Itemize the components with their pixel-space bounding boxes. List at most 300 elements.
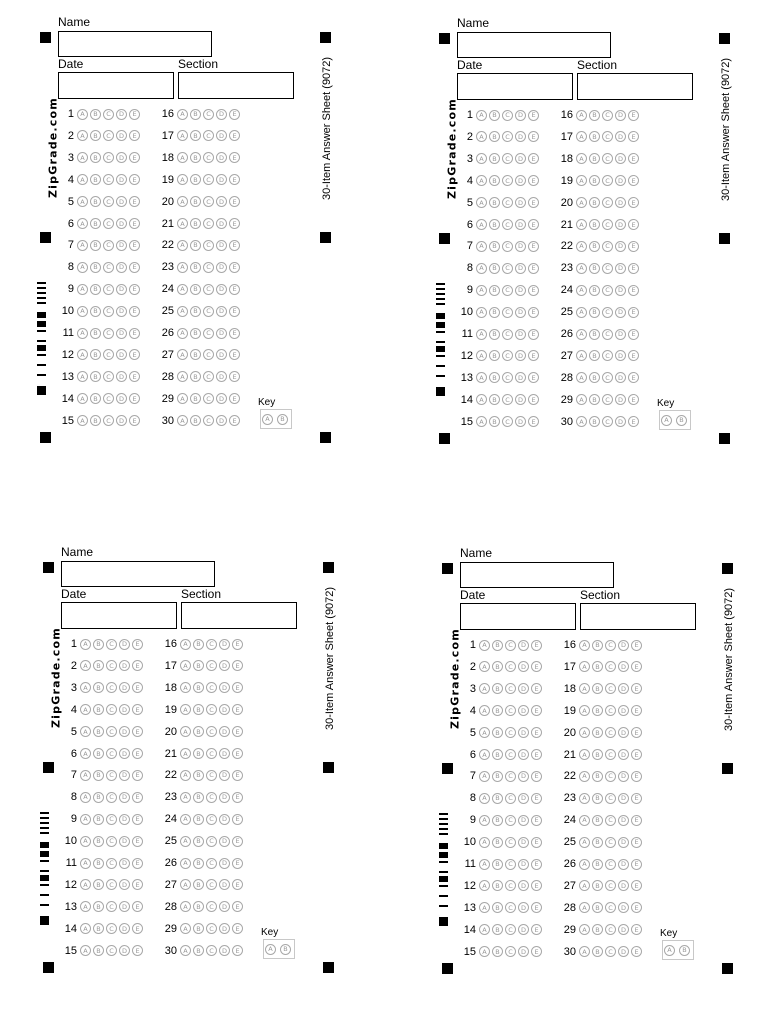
answer-bubble[interactable]: B bbox=[190, 371, 201, 382]
answer-bubble[interactable]: E bbox=[229, 306, 240, 317]
key-bubble[interactable]: B bbox=[280, 944, 291, 955]
answer-bubble[interactable]: B bbox=[489, 307, 500, 318]
answer-bubble[interactable]: B bbox=[90, 218, 101, 229]
answer-bubble[interactable]: B bbox=[90, 152, 101, 163]
answer-bubble[interactable]: B bbox=[589, 394, 600, 405]
answer-bubble[interactable]: A bbox=[80, 770, 91, 781]
answer-bubble[interactable]: D bbox=[615, 175, 626, 186]
answer-bubble[interactable]: D bbox=[618, 683, 629, 694]
answer-bubble[interactable]: D bbox=[216, 328, 227, 339]
answer-bubble[interactable]: B bbox=[489, 372, 500, 383]
answer-bubble[interactable]: A bbox=[80, 639, 91, 650]
answer-bubble[interactable]: D bbox=[515, 241, 526, 252]
answer-bubble[interactable]: A bbox=[576, 394, 587, 405]
answer-bubble[interactable]: A bbox=[579, 902, 590, 913]
answer-bubble[interactable]: B bbox=[190, 196, 201, 207]
answer-bubble[interactable]: A bbox=[479, 683, 490, 694]
answer-bubble[interactable]: A bbox=[80, 704, 91, 715]
answer-bubble[interactable]: D bbox=[216, 196, 227, 207]
answer-bubble[interactable]: D bbox=[515, 394, 526, 405]
answer-bubble[interactable]: E bbox=[531, 859, 542, 870]
answer-bubble[interactable]: A bbox=[177, 130, 188, 141]
answer-bubble[interactable]: D bbox=[615, 153, 626, 164]
answer-bubble[interactable]: C bbox=[505, 837, 516, 848]
answer-bubble[interactable]: C bbox=[605, 727, 616, 738]
answer-bubble[interactable]: E bbox=[628, 263, 639, 274]
answer-bubble[interactable]: E bbox=[528, 285, 539, 296]
answer-bubble[interactable]: E bbox=[628, 175, 639, 186]
answer-bubble[interactable]: B bbox=[90, 284, 101, 295]
answer-bubble[interactable]: A bbox=[180, 726, 191, 737]
answer-bubble[interactable]: B bbox=[193, 704, 204, 715]
answer-bubble[interactable]: D bbox=[518, 859, 529, 870]
answer-bubble[interactable]: E bbox=[531, 640, 542, 651]
answer-bubble[interactable]: A bbox=[180, 814, 191, 825]
answer-bubble[interactable]: E bbox=[232, 901, 243, 912]
answer-bubble[interactable]: E bbox=[229, 371, 240, 382]
answer-bubble[interactable]: B bbox=[489, 175, 500, 186]
answer-bubble[interactable]: A bbox=[80, 923, 91, 934]
answer-bubble[interactable]: B bbox=[93, 770, 104, 781]
answer-bubble[interactable]: A bbox=[579, 793, 590, 804]
answer-bubble[interactable]: E bbox=[132, 814, 143, 825]
answer-bubble[interactable]: C bbox=[502, 416, 513, 427]
answer-bubble[interactable]: D bbox=[515, 285, 526, 296]
answer-bubble[interactable]: B bbox=[592, 640, 603, 651]
answer-bubble[interactable]: C bbox=[206, 770, 217, 781]
answer-bubble[interactable]: A bbox=[579, 749, 590, 760]
answer-bubble[interactable]: A bbox=[479, 902, 490, 913]
answer-bubble[interactable]: D bbox=[216, 262, 227, 273]
answer-bubble[interactable]: B bbox=[190, 174, 201, 185]
answer-bubble[interactable]: B bbox=[193, 792, 204, 803]
key-bubble[interactable]: A bbox=[661, 415, 672, 426]
answer-bubble[interactable]: A bbox=[479, 946, 490, 957]
answer-bubble[interactable]: E bbox=[229, 196, 240, 207]
answer-bubble[interactable]: D bbox=[515, 153, 526, 164]
answer-bubble[interactable]: B bbox=[492, 771, 503, 782]
answer-bubble[interactable]: A bbox=[476, 175, 487, 186]
answer-bubble[interactable]: D bbox=[116, 328, 127, 339]
answer-bubble[interactable]: E bbox=[132, 792, 143, 803]
answer-bubble[interactable]: B bbox=[592, 815, 603, 826]
answer-bubble[interactable]: D bbox=[515, 175, 526, 186]
answer-bubble[interactable]: A bbox=[177, 306, 188, 317]
answer-bubble[interactable]: A bbox=[180, 923, 191, 934]
answer-bubble[interactable]: D bbox=[219, 748, 230, 759]
answer-bubble[interactable]: B bbox=[592, 946, 603, 957]
answer-bubble[interactable]: D bbox=[116, 130, 127, 141]
answer-bubble[interactable]: C bbox=[502, 350, 513, 361]
answer-bubble[interactable]: A bbox=[177, 328, 188, 339]
answer-bubble[interactable]: C bbox=[206, 945, 217, 956]
answer-bubble[interactable]: B bbox=[492, 749, 503, 760]
answer-bubble[interactable]: E bbox=[531, 683, 542, 694]
answer-bubble[interactable]: C bbox=[602, 219, 613, 230]
answer-bubble[interactable]: E bbox=[129, 240, 140, 251]
answer-bubble[interactable]: B bbox=[492, 683, 503, 694]
answer-bubble[interactable]: C bbox=[203, 174, 214, 185]
answer-bubble[interactable]: D bbox=[618, 837, 629, 848]
answer-bubble[interactable]: E bbox=[232, 726, 243, 737]
answer-bubble[interactable]: D bbox=[216, 152, 227, 163]
answer-bubble[interactable]: E bbox=[232, 923, 243, 934]
answer-bubble[interactable]: D bbox=[618, 640, 629, 651]
answer-bubble[interactable]: C bbox=[203, 240, 214, 251]
answer-bubble[interactable]: B bbox=[489, 285, 500, 296]
answer-bubble[interactable]: B bbox=[193, 639, 204, 650]
answer-bubble[interactable]: C bbox=[602, 197, 613, 208]
answer-bubble[interactable]: A bbox=[77, 306, 88, 317]
answer-bubble[interactable]: D bbox=[119, 726, 130, 737]
name-field[interactable] bbox=[58, 31, 212, 57]
answer-bubble[interactable]: D bbox=[216, 218, 227, 229]
answer-bubble[interactable]: D bbox=[119, 814, 130, 825]
answer-bubble[interactable]: B bbox=[589, 219, 600, 230]
answer-bubble[interactable]: B bbox=[592, 771, 603, 782]
answer-bubble[interactable]: E bbox=[631, 749, 642, 760]
key-bubble[interactable]: A bbox=[664, 945, 675, 956]
answer-bubble[interactable]: A bbox=[479, 661, 490, 672]
answer-bubble[interactable]: E bbox=[528, 175, 539, 186]
answer-bubble[interactable]: B bbox=[592, 880, 603, 891]
answer-bubble[interactable]: D bbox=[515, 416, 526, 427]
answer-bubble[interactable]: E bbox=[229, 109, 240, 120]
answer-bubble[interactable]: B bbox=[489, 153, 500, 164]
answer-bubble[interactable]: C bbox=[203, 284, 214, 295]
answer-bubble[interactable]: B bbox=[589, 372, 600, 383]
answer-bubble[interactable]: C bbox=[602, 329, 613, 340]
answer-bubble[interactable]: D bbox=[515, 372, 526, 383]
answer-bubble[interactable]: A bbox=[476, 285, 487, 296]
answer-bubble[interactable]: B bbox=[589, 350, 600, 361]
answer-bubble[interactable]: C bbox=[605, 749, 616, 760]
answer-bubble[interactable]: D bbox=[515, 131, 526, 142]
answer-bubble[interactable]: C bbox=[502, 241, 513, 252]
answer-bubble[interactable]: B bbox=[90, 174, 101, 185]
answer-bubble[interactable]: B bbox=[589, 197, 600, 208]
answer-bubble[interactable]: A bbox=[476, 110, 487, 121]
answer-bubble[interactable]: A bbox=[579, 771, 590, 782]
answer-bubble[interactable]: A bbox=[476, 329, 487, 340]
answer-bubble[interactable]: B bbox=[90, 240, 101, 251]
answer-bubble[interactable]: E bbox=[631, 902, 642, 913]
answer-bubble[interactable]: E bbox=[129, 130, 140, 141]
answer-bubble[interactable]: B bbox=[193, 923, 204, 934]
answer-bubble[interactable]: B bbox=[190, 328, 201, 339]
answer-bubble[interactable]: D bbox=[219, 858, 230, 869]
answer-bubble[interactable]: D bbox=[116, 174, 127, 185]
answer-bubble[interactable]: A bbox=[80, 858, 91, 869]
answer-bubble[interactable]: D bbox=[615, 263, 626, 274]
answer-bubble[interactable]: E bbox=[528, 110, 539, 121]
answer-bubble[interactable]: D bbox=[216, 240, 227, 251]
section-field[interactable] bbox=[181, 602, 297, 629]
answer-bubble[interactable]: D bbox=[618, 749, 629, 760]
answer-bubble[interactable]: D bbox=[615, 329, 626, 340]
answer-bubble[interactable]: E bbox=[528, 131, 539, 142]
answer-bubble[interactable]: B bbox=[90, 130, 101, 141]
answer-bubble[interactable]: E bbox=[528, 197, 539, 208]
answer-bubble[interactable]: E bbox=[631, 705, 642, 716]
answer-bubble[interactable]: B bbox=[589, 416, 600, 427]
answer-bubble[interactable]: C bbox=[605, 946, 616, 957]
answer-bubble[interactable]: B bbox=[592, 902, 603, 913]
answer-bubble[interactable]: D bbox=[116, 371, 127, 382]
answer-bubble[interactable]: A bbox=[80, 726, 91, 737]
answer-bubble[interactable]: A bbox=[77, 371, 88, 382]
answer-bubble[interactable]: A bbox=[579, 683, 590, 694]
answer-bubble[interactable]: A bbox=[177, 174, 188, 185]
answer-bubble[interactable]: C bbox=[103, 240, 114, 251]
answer-bubble[interactable]: C bbox=[505, 793, 516, 804]
answer-bubble[interactable]: E bbox=[232, 814, 243, 825]
answer-bubble[interactable]: D bbox=[618, 661, 629, 672]
answer-bubble[interactable]: A bbox=[576, 175, 587, 186]
answer-bubble[interactable]: E bbox=[631, 924, 642, 935]
answer-bubble[interactable]: A bbox=[576, 241, 587, 252]
answer-bubble[interactable]: D bbox=[615, 307, 626, 318]
answer-bubble[interactable]: B bbox=[93, 748, 104, 759]
answer-bubble[interactable]: D bbox=[518, 705, 529, 716]
answer-bubble[interactable]: A bbox=[77, 152, 88, 163]
answer-bubble[interactable]: B bbox=[190, 415, 201, 426]
answer-bubble[interactable]: B bbox=[489, 263, 500, 274]
answer-bubble[interactable]: B bbox=[492, 815, 503, 826]
answer-bubble[interactable]: B bbox=[492, 661, 503, 672]
answer-bubble[interactable]: B bbox=[90, 262, 101, 273]
answer-bubble[interactable]: D bbox=[116, 393, 127, 404]
key-bubble[interactable]: B bbox=[679, 945, 690, 956]
answer-bubble[interactable]: E bbox=[628, 350, 639, 361]
key-bubble[interactable]: B bbox=[277, 414, 288, 425]
answer-bubble[interactable]: A bbox=[576, 285, 587, 296]
answer-bubble[interactable]: B bbox=[489, 329, 500, 340]
answer-bubble[interactable]: B bbox=[93, 901, 104, 912]
answer-bubble[interactable]: B bbox=[90, 349, 101, 360]
answer-bubble[interactable]: E bbox=[528, 263, 539, 274]
answer-bubble[interactable]: E bbox=[628, 394, 639, 405]
answer-bubble[interactable]: C bbox=[203, 328, 214, 339]
answer-bubble[interactable]: C bbox=[203, 262, 214, 273]
answer-bubble[interactable]: A bbox=[579, 859, 590, 870]
answer-bubble[interactable]: B bbox=[193, 879, 204, 890]
answer-bubble[interactable]: E bbox=[528, 416, 539, 427]
answer-bubble[interactable]: E bbox=[628, 153, 639, 164]
answer-bubble[interactable]: B bbox=[193, 726, 204, 737]
answer-bubble[interactable]: C bbox=[505, 705, 516, 716]
answer-bubble[interactable]: D bbox=[116, 284, 127, 295]
answer-bubble[interactable]: D bbox=[515, 350, 526, 361]
answer-bubble[interactable]: D bbox=[219, 879, 230, 890]
answer-bubble[interactable]: A bbox=[180, 879, 191, 890]
answer-bubble[interactable]: D bbox=[216, 349, 227, 360]
answer-bubble[interactable]: C bbox=[605, 815, 616, 826]
answer-bubble[interactable]: A bbox=[579, 727, 590, 738]
answer-bubble[interactable]: C bbox=[502, 131, 513, 142]
answer-bubble[interactable]: E bbox=[232, 792, 243, 803]
answer-bubble[interactable]: C bbox=[505, 661, 516, 672]
answer-bubble[interactable]: C bbox=[502, 197, 513, 208]
answer-bubble[interactable]: E bbox=[229, 415, 240, 426]
answer-bubble[interactable]: C bbox=[203, 218, 214, 229]
answer-bubble[interactable]: C bbox=[505, 946, 516, 957]
answer-bubble[interactable]: D bbox=[219, 923, 230, 934]
answer-bubble[interactable]: E bbox=[229, 393, 240, 404]
answer-bubble[interactable]: C bbox=[602, 110, 613, 121]
answer-bubble[interactable]: E bbox=[132, 923, 143, 934]
answer-bubble[interactable]: A bbox=[479, 793, 490, 804]
answer-bubble[interactable]: C bbox=[602, 394, 613, 405]
answer-bubble[interactable]: C bbox=[605, 683, 616, 694]
answer-bubble[interactable]: D bbox=[119, 770, 130, 781]
answer-bubble[interactable]: D bbox=[618, 705, 629, 716]
answer-bubble[interactable]: D bbox=[615, 197, 626, 208]
answer-bubble[interactable]: A bbox=[579, 815, 590, 826]
answer-bubble[interactable]: D bbox=[615, 350, 626, 361]
answer-bubble[interactable]: D bbox=[518, 749, 529, 760]
answer-bubble[interactable]: A bbox=[180, 792, 191, 803]
section-field[interactable] bbox=[577, 73, 693, 100]
answer-bubble[interactable]: E bbox=[229, 174, 240, 185]
answer-bubble[interactable]: A bbox=[177, 152, 188, 163]
answer-bubble[interactable]: A bbox=[476, 197, 487, 208]
answer-bubble[interactable]: D bbox=[518, 640, 529, 651]
answer-bubble[interactable]: C bbox=[106, 879, 117, 890]
answer-bubble[interactable]: C bbox=[505, 902, 516, 913]
answer-bubble[interactable]: E bbox=[528, 241, 539, 252]
answer-bubble[interactable]: C bbox=[605, 880, 616, 891]
answer-bubble[interactable]: D bbox=[618, 902, 629, 913]
answer-bubble[interactable]: D bbox=[219, 770, 230, 781]
answer-bubble[interactable]: B bbox=[592, 859, 603, 870]
answer-bubble[interactable]: D bbox=[216, 393, 227, 404]
answer-bubble[interactable]: E bbox=[631, 880, 642, 891]
answer-bubble[interactable]: A bbox=[576, 197, 587, 208]
answer-bubble[interactable]: D bbox=[116, 218, 127, 229]
answer-bubble[interactable]: E bbox=[229, 349, 240, 360]
key-bubble[interactable]: B bbox=[676, 415, 687, 426]
answer-bubble[interactable]: B bbox=[93, 726, 104, 737]
answer-bubble[interactable]: C bbox=[206, 726, 217, 737]
answer-bubble[interactable]: B bbox=[93, 814, 104, 825]
answer-bubble[interactable]: E bbox=[232, 748, 243, 759]
answer-bubble[interactable]: A bbox=[180, 704, 191, 715]
answer-bubble[interactable]: A bbox=[180, 660, 191, 671]
answer-bubble[interactable]: B bbox=[592, 727, 603, 738]
answer-bubble[interactable]: C bbox=[103, 262, 114, 273]
answer-bubble[interactable]: C bbox=[103, 130, 114, 141]
answer-bubble[interactable]: D bbox=[219, 726, 230, 737]
answer-bubble[interactable]: B bbox=[492, 880, 503, 891]
answer-bubble[interactable]: C bbox=[203, 306, 214, 317]
answer-bubble[interactable]: C bbox=[203, 196, 214, 207]
answer-bubble[interactable]: B bbox=[90, 306, 101, 317]
date-field[interactable] bbox=[460, 603, 576, 630]
answer-bubble[interactable]: C bbox=[502, 394, 513, 405]
answer-bubble[interactable]: B bbox=[93, 923, 104, 934]
answer-bubble[interactable]: B bbox=[93, 858, 104, 869]
answer-bubble[interactable]: C bbox=[103, 306, 114, 317]
answer-bubble[interactable]: B bbox=[90, 393, 101, 404]
answer-bubble[interactable]: A bbox=[476, 372, 487, 383]
answer-bubble[interactable]: C bbox=[502, 307, 513, 318]
answer-bubble[interactable]: E bbox=[229, 130, 240, 141]
answer-bubble[interactable]: C bbox=[602, 241, 613, 252]
answer-bubble[interactable]: D bbox=[116, 152, 127, 163]
answer-bubble[interactable]: B bbox=[589, 307, 600, 318]
answer-bubble[interactable]: C bbox=[203, 393, 214, 404]
answer-bubble[interactable]: C bbox=[502, 372, 513, 383]
answer-bubble[interactable]: D bbox=[615, 394, 626, 405]
answer-bubble[interactable]: E bbox=[132, 945, 143, 956]
answer-bubble[interactable]: B bbox=[193, 770, 204, 781]
answer-bubble[interactable]: D bbox=[219, 901, 230, 912]
answer-bubble[interactable]: C bbox=[605, 640, 616, 651]
answer-bubble[interactable]: A bbox=[579, 640, 590, 651]
answer-bubble[interactable]: E bbox=[232, 858, 243, 869]
date-field[interactable] bbox=[457, 73, 573, 100]
answer-bubble[interactable]: A bbox=[576, 263, 587, 274]
answer-bubble[interactable]: C bbox=[103, 109, 114, 120]
answer-bubble[interactable]: B bbox=[193, 660, 204, 671]
answer-bubble[interactable]: E bbox=[129, 152, 140, 163]
answer-bubble[interactable]: A bbox=[576, 110, 587, 121]
answer-bubble[interactable]: E bbox=[232, 879, 243, 890]
answer-bubble[interactable]: B bbox=[489, 197, 500, 208]
answer-bubble[interactable]: D bbox=[219, 682, 230, 693]
answer-bubble[interactable]: C bbox=[206, 660, 217, 671]
answer-bubble[interactable]: D bbox=[219, 945, 230, 956]
answer-bubble[interactable]: E bbox=[628, 285, 639, 296]
answer-bubble[interactable]: E bbox=[229, 284, 240, 295]
answer-bubble[interactable]: D bbox=[518, 946, 529, 957]
answer-bubble[interactable]: A bbox=[80, 814, 91, 825]
answer-bubble[interactable]: B bbox=[489, 241, 500, 252]
answer-bubble[interactable]: A bbox=[579, 705, 590, 716]
answer-bubble[interactable]: A bbox=[80, 660, 91, 671]
answer-bubble[interactable]: B bbox=[90, 371, 101, 382]
answer-bubble[interactable]: B bbox=[489, 110, 500, 121]
answer-bubble[interactable]: C bbox=[103, 284, 114, 295]
answer-bubble[interactable]: E bbox=[132, 770, 143, 781]
answer-bubble[interactable]: A bbox=[576, 350, 587, 361]
answer-bubble[interactable]: E bbox=[531, 902, 542, 913]
answer-bubble[interactable]: D bbox=[618, 793, 629, 804]
answer-bubble[interactable]: C bbox=[206, 923, 217, 934]
answer-bubble[interactable]: A bbox=[576, 131, 587, 142]
answer-bubble[interactable]: C bbox=[106, 858, 117, 869]
answer-bubble[interactable]: C bbox=[106, 748, 117, 759]
answer-bubble[interactable]: B bbox=[190, 349, 201, 360]
answer-bubble[interactable]: D bbox=[618, 946, 629, 957]
answer-bubble[interactable]: E bbox=[631, 837, 642, 848]
answer-bubble[interactable]: C bbox=[103, 393, 114, 404]
answer-bubble[interactable]: E bbox=[232, 682, 243, 693]
answer-bubble[interactable]: C bbox=[206, 814, 217, 825]
answer-bubble[interactable]: B bbox=[93, 660, 104, 671]
answer-bubble[interactable]: E bbox=[129, 218, 140, 229]
answer-bubble[interactable]: E bbox=[528, 372, 539, 383]
answer-bubble[interactable]: D bbox=[515, 110, 526, 121]
answer-bubble[interactable]: E bbox=[132, 660, 143, 671]
answer-bubble[interactable]: E bbox=[232, 639, 243, 650]
name-field[interactable] bbox=[460, 562, 614, 588]
answer-bubble[interactable]: E bbox=[129, 196, 140, 207]
answer-bubble[interactable]: A bbox=[476, 219, 487, 230]
answer-bubble[interactable]: E bbox=[628, 416, 639, 427]
answer-bubble[interactable]: B bbox=[492, 837, 503, 848]
